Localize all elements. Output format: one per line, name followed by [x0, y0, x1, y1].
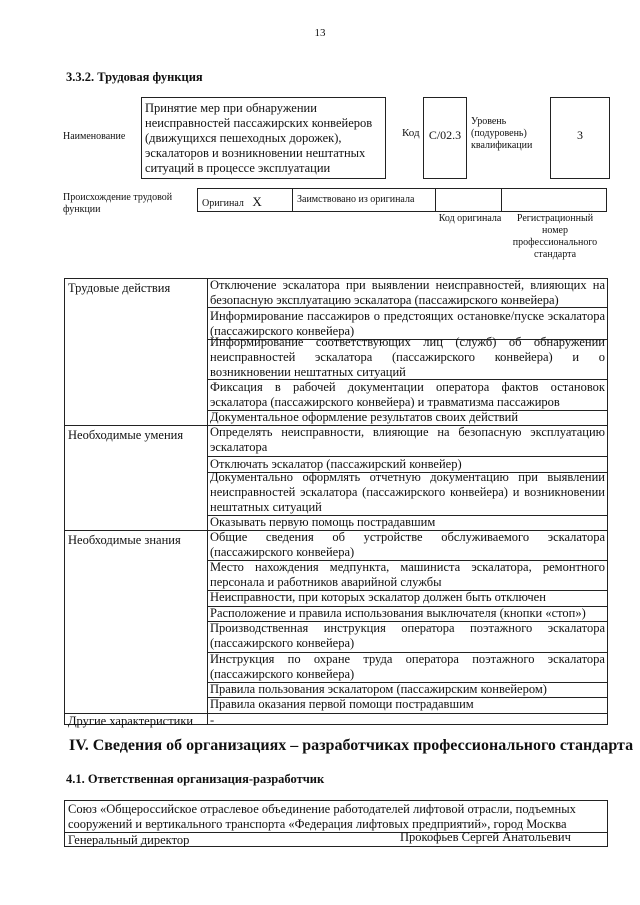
- function-name: Принятие мер при обнаружении неисправностей пассажирских конвейеров (движущихся пешеходных дорожек), эскалаторов и возникновении нештатных ситуаций в процессе эксплуатации: [141, 97, 386, 179]
- reg-number-cell: [502, 189, 606, 211]
- function-code: C/02.3: [423, 97, 467, 179]
- skill-item: Оказывать первую помощь пострадавшим: [210, 515, 436, 529]
- skill-item: Документально оформлять отчетную документацию при выявлении неисправностей эскалатора (пассажирского конвейера) и возникновении нештатных ситуаций: [210, 470, 605, 514]
- level-label: Уровень (подуровень) квалификации: [471, 116, 533, 151]
- skill-item: Определять неисправности, влияющие на безопасную эксплуатацию эскалатора: [210, 425, 605, 454]
- knowledge-label: Необходимые знания: [68, 533, 181, 547]
- section-title: 3.3.2. Трудовая функция: [66, 70, 203, 84]
- table-column-divider: [207, 278, 208, 725]
- knowledge-item: Неисправности, при которых эскалатор должен быть отключен: [210, 590, 546, 604]
- other-label: Другие характеристики: [68, 714, 194, 728]
- original-label: Оригинал: [202, 198, 244, 209]
- action-item: Фиксация в рабочей документации оператора фактов остановок эскалатора (пассажирского конвейера) и травматизма пассажиров: [210, 380, 605, 409]
- original-mark: X: [252, 194, 262, 209]
- knowledge-item: Производственная инструкция оператора поэтажного эскалатора (пассажирского конвейера): [210, 621, 605, 650]
- director-name: Прокофьев Сергей Анатольевич: [400, 830, 571, 844]
- knowledge-item: Правила пользования эскалатором (пассажирским конвейером): [210, 682, 547, 696]
- knowledge-item: Расположение и правила использования выключателя (кнопки «стоп»): [210, 606, 586, 620]
- origin-label: Происхождение трудовой функции: [63, 192, 173, 215]
- borrowed-cell: Заимствовано из оригинала: [293, 189, 436, 211]
- org-name: Союз «Общероссийское отраслевое объединение работодателей лифтовой отрасли, подъемных сооружений и вертикального транспорта «Федерация лифтовых предприятий», город Москва: [68, 802, 576, 831]
- qualification-level: 3: [550, 97, 610, 179]
- origin-table: [197, 188, 607, 212]
- code-original-cell: [436, 189, 502, 211]
- other-value: -: [210, 713, 215, 727]
- action-item: Информирование пассажиров о предстоящих остановке/пуске эскалатора (пассажирского конвейера): [210, 309, 605, 338]
- page-number: 13: [314, 27, 326, 39]
- director-position: Генеральный директор: [68, 833, 190, 847]
- section4-title: IV. Сведения об организациях – разработчиках профессионального стандарта: [69, 737, 634, 754]
- subsection-title: 4.1. Ответственная организация-разработчик: [66, 772, 325, 786]
- actions-label: Трудовые действия: [68, 281, 171, 295]
- knowledge-item: Место нахождения медпункта, машиниста эскалатора, ремонтного персонала и работников аварийной службы: [210, 560, 605, 589]
- knowledge-item: Общие сведения об устройстве обслуживаемого эскалатора (пассажирского конвейера): [210, 530, 605, 559]
- skill-item: Отключать эскалатор (пассажирский конвейер): [210, 457, 462, 471]
- action-item: Информирование соответствующих лиц (служб) об обнаружении неисправностей эскалатора (пассажирского конвейера) и о возникновении нештатных ситуаций: [210, 335, 605, 379]
- code-label: Код: [402, 127, 420, 139]
- knowledge-item: Правила оказания первой помощи пострадавшим: [210, 697, 474, 711]
- action-item: Отключение эскалатора при выявлении неисправностей, влияющих на безопасную эксплуатацию эскалатора (пассажирского конвейера): [210, 278, 605, 307]
- skills-label: Необходимые умения: [68, 428, 184, 442]
- action-item: Документальное оформление результатов своих действий: [210, 410, 519, 424]
- name-label: Наименование: [63, 131, 126, 142]
- original-cell: [198, 189, 293, 211]
- reg-number-caption: Регистрационный номер профессионального стандарта: [512, 213, 598, 260]
- code-original-caption: Код оригинала: [438, 213, 502, 224]
- knowledge-item: Инструкция по охране труда оператора поэтажного эскалатора (пассажирского конвейера): [210, 652, 605, 681]
